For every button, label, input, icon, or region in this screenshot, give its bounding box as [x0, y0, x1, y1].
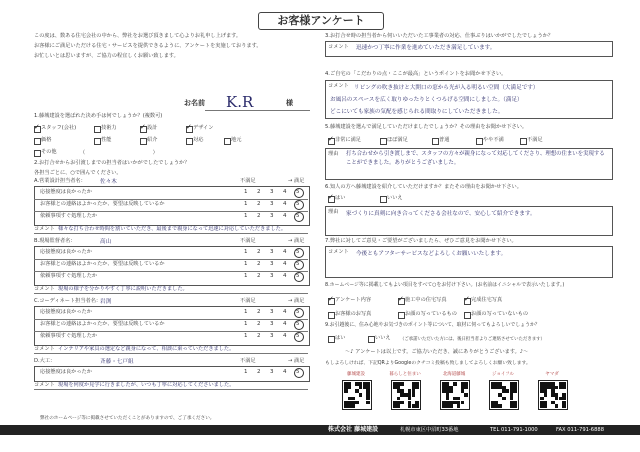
q2-section-1-item-1-score-4[interactable]: 4 [283, 189, 287, 195]
q1-option-4-checkmark: ✓ [186, 123, 192, 131]
q2-section-1-row-divider [34, 211, 308, 212]
footer-bar [0, 425, 640, 435]
q2-section-1-item-1-score-2[interactable]: 2 [257, 189, 261, 195]
q2-section-1-scale-left: 不満足 [240, 178, 256, 184]
q2-section-3-item-2-score-5[interactable]: 5 [296, 321, 300, 327]
q2-section-3-staff: 岩渕 [100, 299, 112, 305]
thanks-text: ～♪ アンケートは以上です。ご協力いただき、誠にありがとうございます。♪～ [345, 349, 529, 355]
q2-section-2-item-1-score-4[interactable]: 4 [283, 249, 287, 255]
qr-module [513, 389, 517, 393]
q2-section-3-item-3: 依頼事項すぐ処理したか [40, 333, 98, 339]
q2-section-1-comment-underline [34, 233, 308, 234]
q2-section-1-row-divider [34, 199, 308, 200]
q2-section-2-row-divider [34, 259, 308, 260]
qr-module [498, 404, 502, 408]
q1-other-paren: （ ） [80, 150, 158, 156]
q2-section-1-comment: 様々な打ち合わせ時間を割いていただき、最後まで親身になって迅速に対応していただきました。 [58, 226, 287, 232]
qr-code-4[interactable] [489, 380, 519, 410]
q2-section-2-item-1-selected-circle [294, 248, 304, 258]
q2-footer-note: 弊社のホームページ等に掲載させていただくことがありますので、ご了承ください。 [40, 416, 215, 421]
qr-module [400, 382, 404, 386]
qr-code-5[interactable] [538, 380, 568, 410]
q2-section-4-staff: 斉藤・七戸組 [100, 359, 134, 365]
q2-section-3-item-2-score-1[interactable]: 1 [244, 321, 248, 327]
q1-option-10-checkbox[interactable] [34, 150, 41, 157]
q2-section-4-item-1-score-5[interactable]: 5 [296, 369, 300, 375]
q2-section-1-scale-right: → 満足 [288, 178, 305, 184]
q8-option-1-label: アンケート内容 [335, 297, 372, 303]
q2-section-4-scale-right: → 満足 [288, 358, 305, 364]
qr-module [400, 401, 404, 405]
q2-section-2-header: B.現場監督者名： [34, 238, 76, 244]
qr-module [562, 386, 566, 390]
qr-module [562, 404, 566, 408]
q2-section-1-item-3-score-4[interactable]: 4 [283, 213, 287, 219]
q2-section-2-item-2-score-1[interactable]: 1 [244, 261, 248, 267]
q2-section-2-item-3-score-2[interactable]: 2 [257, 273, 261, 279]
q2-section-1-header: A.営業設計担当者名： [34, 178, 86, 184]
q3-comment-label: コメント [328, 44, 349, 50]
q2-section-1-item-3-score-3[interactable]: 3 [270, 213, 274, 219]
q2-section-3-item-3-score-1[interactable]: 1 [244, 333, 248, 339]
q2-section-2-item-3-score-5[interactable]: 5 [296, 273, 300, 279]
q5-option-5-checkbox[interactable] [520, 138, 527, 145]
q2-section-1-item-3: 依頼事項すぐ処理したか [40, 213, 98, 219]
qr-logo-5: ヤマダ [545, 372, 559, 377]
q1-option-7-checkbox[interactable] [140, 138, 147, 145]
qr-module [366, 401, 370, 405]
qr-logo-4: ジョイフル [491, 372, 515, 377]
q2-section-2-item-2-selected-circle [294, 260, 304, 270]
q2-section-1-item-2: お客様との連絡はよかったか、要望は反映しているか [40, 201, 165, 207]
qr-module [464, 393, 468, 397]
q2-section-4-item-1-selected-circle [294, 368, 304, 378]
q5-option-3-checkbox[interactable] [432, 138, 439, 145]
q2-section-2-staff: 高山 [100, 239, 112, 245]
q2-section-3-item-3-score-3[interactable]: 3 [270, 333, 274, 339]
q5-option-4-checkbox[interactable] [476, 138, 483, 145]
q5-option-4-label: やや不満 [483, 137, 504, 143]
q2-section-1-item-1-score-5[interactable]: 5 [296, 189, 300, 195]
q2-section-1-item-1: 応接態度は良かったか [40, 189, 92, 195]
name-value: K.R [226, 93, 254, 111]
q5-text: 5.藤城建設を選んで満足していただけましたでしょうか？その理由をお聞かせ下さい。 [325, 124, 528, 130]
q1-option-9-checkbox[interactable] [224, 138, 231, 145]
q2-section-2-item-1: 応接態度は良かったか [40, 249, 92, 255]
q5-option-1-checkmark: ✓ [328, 135, 334, 143]
q8-option-5-label: お顔の写っているもの [405, 311, 457, 317]
q4-comment-line-1: リビングの吹き抜けと大開口の窓から光が入る明るい空間（大満足です） [354, 85, 539, 91]
q2-section-2-item-3-score-3[interactable]: 3 [270, 273, 274, 279]
q8-option-6-label: お顔の写っていないもの [471, 311, 529, 317]
q6-option-2-checkbox[interactable] [380, 196, 387, 203]
q2-section-3-row-divider [34, 319, 308, 320]
q2-section-1-item-2-score-1[interactable]: 1 [244, 201, 248, 207]
q2-section-1-staff: 佐々木 [100, 179, 117, 185]
q2-section-4-item-1-score-1[interactable]: 1 [244, 369, 248, 375]
q1-option-5-label: 価格 [41, 137, 52, 143]
q8-option-3-checkmark: ✓ [464, 295, 470, 303]
q2-section-3-item-2-score-4[interactable]: 4 [283, 321, 287, 327]
page-title: お客様アンケート [258, 12, 384, 30]
q2-section-4-item-1-score-2[interactable]: 2 [257, 369, 261, 375]
q2-section-2-item-3: 依頼事項すぐ処理したか [40, 273, 98, 279]
qr-module [453, 382, 457, 386]
q5-reason: 打ち合わせから引き渡しまで、スタッフの方々が親身になって対応してくださり、理想の住まいを実現することができました。ありがとうございました。 [346, 151, 605, 166]
q1-option-5-checkbox[interactable] [34, 138, 41, 145]
q4-comment-line-2: お風呂のスペースを広く取りゆったりとくつろげる空間にしました。（満足） [330, 97, 523, 103]
q2-section-2-comment-underline [34, 293, 308, 294]
company-tel: TEL 011-791-1000 [490, 427, 538, 433]
qr-module [449, 404, 453, 408]
q2-section-3-item-1-score-2[interactable]: 2 [257, 309, 261, 315]
q2-section-2-item-2-score-4[interactable]: 4 [283, 261, 287, 267]
q7-comment-label: コメント [328, 249, 349, 255]
q2-text: 2.お打合せからお引渡しまでの担当者はいかがでしたでしょうか？ [34, 160, 190, 166]
q1-option-8-label: 対応 [193, 137, 204, 143]
qr-module [513, 404, 517, 408]
q2-section-3-row-divider [34, 331, 308, 332]
q2-section-1-item-3-score-5[interactable]: 5 [296, 213, 300, 219]
q1-option-4-label: デザイン [193, 125, 214, 131]
q2-section-2-item-2-score-2[interactable]: 2 [257, 261, 261, 267]
intro-line-1: この度は、数ある住宅会社の中から、弊社をお選び頂きまして心よりお礼申し上げます。 [34, 33, 242, 39]
q2-section-1-item-2-score-2[interactable]: 2 [257, 201, 261, 207]
q8-option-4-label: お客様のお写真 [335, 311, 372, 317]
qr-module [502, 397, 506, 401]
q2-section-2-item-2: お客様との連絡はよかったか、要望は反映しているか [40, 261, 165, 267]
q2-section-3-scale-right: → 満足 [288, 298, 305, 304]
q2-section-3-item-1: 応接態度は良かったか [40, 309, 92, 315]
q2-section-2-item-1-score-1[interactable]: 1 [244, 249, 248, 255]
q2-section-1-item-2-score-5[interactable]: 5 [296, 201, 300, 207]
q6-option-1-label: はい [335, 195, 346, 201]
qr-module [412, 393, 416, 397]
q2-section-2-scale-right: → 満足 [288, 238, 305, 244]
q3-text: 3.お打合せ時の担当者から伺いいただいた工事業者の対応、仕事ぶりはいかがでしたでしょうか？ [325, 33, 554, 39]
q9-option-2-label: いいえ [375, 335, 391, 341]
q2-section-2-item-2-score-5[interactable]: 5 [296, 261, 300, 267]
qr-logo-1: 藤城建設 [347, 372, 365, 377]
q2-section-1-item-3-score-2[interactable]: 2 [257, 213, 261, 219]
q2-section-2-row-divider [34, 271, 308, 272]
qr-module [397, 404, 401, 408]
q2-section-2-comment-label: コメント [34, 286, 55, 292]
q4-comment-line-3: どこにいても家族の気配を感じられる間取りにしていただきました。 [330, 109, 504, 115]
q8-option-3-label: 完成住宅写真 [471, 297, 503, 303]
qr-module [355, 401, 359, 405]
company-name: 株式会社 藤城建設 [328, 426, 379, 433]
q5-option-3-label: 普通 [439, 137, 450, 143]
q1-option-2-checkbox[interactable] [94, 126, 101, 133]
qr-logo-2: 暮らしと住まい [389, 372, 421, 377]
q2-section-4-header: D.大工： [34, 358, 56, 364]
q2-section-3-item-2-score-2[interactable]: 2 [257, 321, 261, 327]
q1-option-1-label: スタッフ(会社) [41, 125, 77, 131]
qr-module [555, 404, 559, 408]
q2-section-2-item-1-score-5[interactable]: 5 [296, 249, 300, 255]
q2-section-1-item-2-score-4[interactable]: 4 [283, 201, 287, 207]
q2-section-3-item-1-score-3[interactable]: 3 [270, 309, 274, 315]
q1-option-9-label: 地元 [231, 137, 242, 143]
q1-option-1-checkmark: ✓ [34, 123, 40, 131]
q2-section-2-comment: 現場の様子を分かりやすく丁寧に説明いただきました。 [58, 286, 188, 292]
qr-code-1[interactable] [342, 380, 372, 410]
q1-option-6-label: 性能 [101, 137, 112, 143]
q2-section-3-item-1-selected-circle [294, 308, 304, 318]
q1-option-8-checkbox[interactable] [186, 138, 193, 145]
q2-section-3-comment-label: コメント [34, 346, 55, 352]
q2-section-1-item-3-score-1[interactable]: 1 [244, 213, 248, 219]
q2-section-3-item-3-score-5[interactable]: 5 [296, 333, 300, 339]
q9-text: 9.お引越後に、住み心地やお気づきのポイント等について、取材に伺ってもよろしいでしょうか？ [325, 322, 540, 328]
q2-section-1-item-2-score-3[interactable]: 3 [270, 201, 274, 207]
name-underline [205, 110, 310, 111]
q8-option-2-label: 施工中の住宅写真 [405, 297, 447, 303]
q2-section-2-item-3-score-4[interactable]: 4 [283, 273, 287, 279]
q8-option-1-checkmark: ✓ [328, 295, 334, 303]
qr-module [457, 404, 461, 408]
q2-section-3-comment: インテリアや家具の選定など親身になって、相談に乗っていただきました。 [58, 346, 235, 352]
q2-section-3-item-2-score-3[interactable]: 3 [270, 321, 274, 327]
qr-code-2[interactable] [391, 380, 421, 410]
q3-comment: 迅速かつ丁寧に作業を進めていただき満足しています。 [356, 45, 496, 51]
q2-section-3-item-2: お客様との連絡はよかったか、要望は反映しているか [40, 321, 165, 327]
q8-text: 8.ホームページ等に掲載してもよい項目をすべて○をお付け下さい。(お名前はイニシャルで表示いたします。) [325, 282, 565, 288]
q2-section-2-item-1-score-3[interactable]: 3 [270, 249, 274, 255]
q2-section-4-comment-underline [34, 389, 308, 390]
q1-option-6-checkbox[interactable] [94, 138, 101, 145]
qr-module [461, 401, 465, 405]
q5-option-5-label: 不満足 [527, 137, 543, 143]
q7-comment: 今後ともアフターサービスなどよろしくお願いいたします。 [356, 251, 507, 257]
q2-section-4-item-1-score-3[interactable]: 3 [270, 369, 274, 375]
q2-section-2-item-3-selected-circle [294, 272, 304, 282]
q2-section-2-scale-left: 不満足 [240, 238, 256, 244]
q2-section-2-item-1-score-2[interactable]: 2 [257, 249, 261, 255]
intro-line-2: お客様にご満足いただける住宅・サービスを提供できるように、アンケートを実施しております。 [34, 43, 262, 49]
q2-section-1-item-3-selected-circle [294, 212, 304, 222]
q2-section-3-item-3-score-2[interactable]: 2 [257, 333, 261, 339]
intro-line-3: お忙しいとは思いますが、ご協力の程宜しくお願い致します。 [34, 53, 179, 59]
q6-text: 6.知人の方へ藤城建設を紹介していただけますか？またその理由をお聞かせ下さい。 [325, 184, 522, 190]
qr-module [359, 393, 363, 397]
qr-module [449, 389, 453, 393]
q6-reason-label: 理由 [328, 209, 339, 215]
q6-option-1-checkmark: ✓ [328, 193, 334, 201]
q1-option-3-label: 設計 [147, 125, 158, 131]
qr-module [544, 404, 548, 408]
q2-section-2-item-2-score-3[interactable]: 3 [270, 261, 274, 267]
qr-module [464, 386, 468, 390]
q9-option-1-label: はい [335, 335, 346, 341]
q8-option-5-checkbox[interactable] [398, 312, 405, 319]
q2-section-4-comment: 現場を何度か見学に行きましたが、いつも丁寧に対応してくださいました。 [58, 382, 235, 388]
q4-text: 4.ご自宅の「こだわりの点・ここが最高」というポイントをお聞かせ下さい。 [325, 71, 507, 77]
q9-note: （ご承諾いただいた方には、後日担当者よりご連絡させていただきます） [400, 337, 545, 342]
q2-section-4-item-1-score-4[interactable]: 4 [283, 369, 287, 375]
q5-option-2-checkbox[interactable] [380, 138, 387, 145]
company-address: 札幌市東区中沼町33番地 [400, 427, 459, 433]
q2-section-1-comment-label: コメント [34, 226, 55, 232]
q7-text: 7.弊社に対してご意見・ご要望がございましたら、ぜひご意見をお聞かせ下さい。 [325, 238, 517, 244]
q8-option-2-checkmark: ✓ [398, 295, 404, 303]
q5-reason-label: 理由 [328, 151, 339, 157]
qr-module [344, 389, 348, 393]
q2-section-3-header: C.コーディネート担当者名： [34, 298, 102, 304]
qr-code-3[interactable] [440, 380, 470, 410]
q2-section-1-item-1-score-3[interactable]: 3 [270, 189, 274, 195]
q1-option-7-label: 紹介 [147, 137, 158, 143]
q2-section-4-item-1: 応接態度は良かったか [40, 369, 92, 375]
q1-text: 1.藤城建設を選ばれた決め手は何でしょうか？(複数可) [34, 113, 163, 119]
q2-section-3-scale-left: 不満足 [240, 298, 256, 304]
q6-reason: 家づくりに真剣に向き合ってくださる会社なので、安心して紹介できます。 [346, 211, 536, 217]
q5-option-2-label: ほぼ満足 [387, 137, 408, 143]
qr-module [415, 404, 419, 408]
q2-section-3-item-1-score-4[interactable]: 4 [283, 309, 287, 315]
q2-section-4-scale-left: 不満足 [240, 358, 256, 364]
qr-module [544, 393, 548, 397]
company-fax: FAX 011-791-6888 [556, 427, 605, 433]
q2-section-1-item-1-selected-circle [294, 188, 304, 198]
q8-option-6-checkbox[interactable] [464, 312, 471, 319]
q1-option-10-label: その他 [41, 149, 57, 155]
q9-option-1-checkbox[interactable] [328, 336, 335, 343]
name-suffix: 様 [286, 99, 293, 107]
q2-section-3-comment-underline [34, 353, 308, 354]
q2-section-3-item-1-score-5[interactable]: 5 [296, 309, 300, 315]
q2-sub: 各担当ごとに、○で囲んでください。 [34, 170, 122, 176]
qr-module [351, 404, 355, 408]
q2-section-3-item-2-selected-circle [294, 320, 304, 330]
q2-section-3-item-1-score-1[interactable]: 1 [244, 309, 248, 315]
google-note: もしよろしければ、下記QRよりGoogleのクチコミ投稿も致しましてよろしくお願い致します。 [325, 361, 531, 366]
q2-section-4-comment-label: コメント [34, 382, 55, 388]
q8-option-4-checkbox[interactable] [328, 312, 335, 319]
qr-module [348, 386, 352, 390]
q5-option-1-label: 非常に満足 [335, 137, 361, 143]
q9-option-2-checkbox[interactable] [368, 336, 375, 343]
qr-module [415, 386, 419, 390]
q4-comment-label: コメント [328, 83, 349, 89]
q2-section-2-item-3-score-1[interactable]: 1 [244, 273, 248, 279]
q2-section-1-item-1-score-1[interactable]: 1 [244, 189, 248, 195]
q2-section-3-item-3-score-4[interactable]: 4 [283, 333, 287, 339]
q1-option-3-checkmark: ✓ [140, 123, 146, 131]
qr-logo-3: 北海道藤城 [442, 372, 466, 377]
q2-section-1-item-2-selected-circle [294, 200, 304, 210]
q6-option-2-label: いいえ [387, 195, 403, 201]
name-label: お名前 [184, 99, 205, 107]
q1-option-2-label: 技術力 [101, 125, 117, 131]
q2-section-3-item-3-selected-circle [294, 332, 304, 342]
